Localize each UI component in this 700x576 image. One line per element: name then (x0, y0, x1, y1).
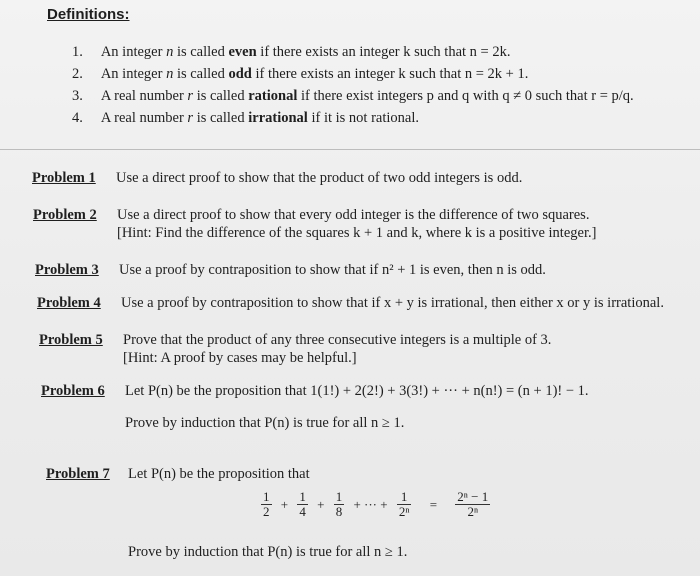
fraction: $\frac{1}{2}$ (263, 489, 270, 519)
problem-label: Problem 7 (46, 466, 110, 482)
definition-pre: An integer (100, 66, 163, 82)
problem-text: Use a proof by contraposition to show that if n² + 1 is even, then n is odd. (119, 262, 546, 278)
problem-text: Let P(n) be the proposition that 1(1!) + 2(2!) + 3(3!) + ··· + n(n!) = (n + 1)! − 1. (125, 383, 589, 399)
problem-text: Prove that the product of any three consecutive integers is a multiple of 3. (123, 332, 552, 348)
plus-sign: + (280, 496, 289, 512)
definition-term: odd (228, 66, 252, 82)
definition-var: n (166, 66, 174, 82)
definition-post: if there exist integers p and q with q ≠ 0 such that r = p/q. (301, 88, 634, 104)
definition-item (72, 44, 634, 66)
problem-label: Problem 3 (35, 262, 99, 278)
fraction: $\frac{\text{2ⁿ − 1}}{\text{2ⁿ}}$ (457, 489, 489, 519)
definition-item (72, 88, 634, 110)
problem-label: Problem 4 (37, 295, 101, 311)
problem-text: Use a direct proof to show that the product of two odd integers is odd. (116, 170, 523, 186)
problem-label: Problem 1 (32, 170, 96, 186)
fraction: $\frac{1}{\text{2ⁿ}}$ (398, 489, 410, 519)
definition-pre: An integer (100, 44, 163, 60)
definition-mid: is called (196, 110, 245, 126)
definition-term: even (228, 44, 257, 60)
definition-post: if there exists an integer k such that n = 2k + 1. (255, 66, 529, 82)
fraction: $\frac{1}{8}$ (335, 489, 343, 519)
equals-sign: = (429, 496, 438, 512)
definition-number: 4. (72, 110, 83, 126)
definition-post: if it is not rational. (311, 110, 419, 126)
problem-text: Use a proof by contraposition to show that if x + y is irrational, then either x or y is irrational. (121, 295, 664, 311)
definition-mid: is called (176, 44, 225, 60)
ellipsis-sum: + ··· + (353, 496, 388, 512)
definition-item (72, 110, 634, 132)
definition-pre: A real number (100, 110, 184, 126)
definition-mid: is called (176, 66, 225, 82)
definition-item (72, 66, 634, 88)
problem-label: Problem 5 (39, 332, 103, 348)
definition-mid: is called (196, 88, 245, 104)
definition-var: r (187, 110, 194, 126)
problem-label: Problem 6 (41, 383, 105, 399)
definition-term: irrational (248, 110, 308, 126)
problem-text: Let P(n) be the proposition that (128, 466, 310, 482)
definition-post: if there exists an integer k such that n = 2k. (260, 44, 511, 60)
problem-hint: [Hint: A proof by cases may be helpful.] (123, 350, 357, 366)
definition-var: r (187, 88, 194, 104)
problem-text: Use a direct proof to show that every odd integer is the difference of two squares. (117, 207, 590, 223)
definitions-list (72, 44, 634, 132)
fraction: $\frac{1}{4}$ (299, 489, 306, 519)
definition-number: 2. (72, 66, 83, 82)
definition-term: rational (248, 88, 298, 104)
definition-number: 1. (72, 44, 83, 60)
definition-number: 3. (72, 88, 83, 104)
problem-hint: [Hint: Find the difference of the squares k + 1 and k, where k is a positive integer.] (117, 225, 597, 241)
problem-label: Problem 2 (33, 207, 97, 223)
problem-line2: Prove by induction that P(n) is true for all n ≥ 1. (125, 415, 405, 431)
definition-pre: A real number (100, 88, 184, 104)
sum-formula (258, 490, 493, 519)
definition-var: n (166, 44, 174, 60)
section-divider (0, 149, 700, 150)
definitions-title: Definitions: (47, 6, 130, 23)
plus-sign: + (317, 496, 325, 512)
problem-line2: Prove by induction that P(n) is true for all n ≥ 1. (128, 544, 408, 560)
